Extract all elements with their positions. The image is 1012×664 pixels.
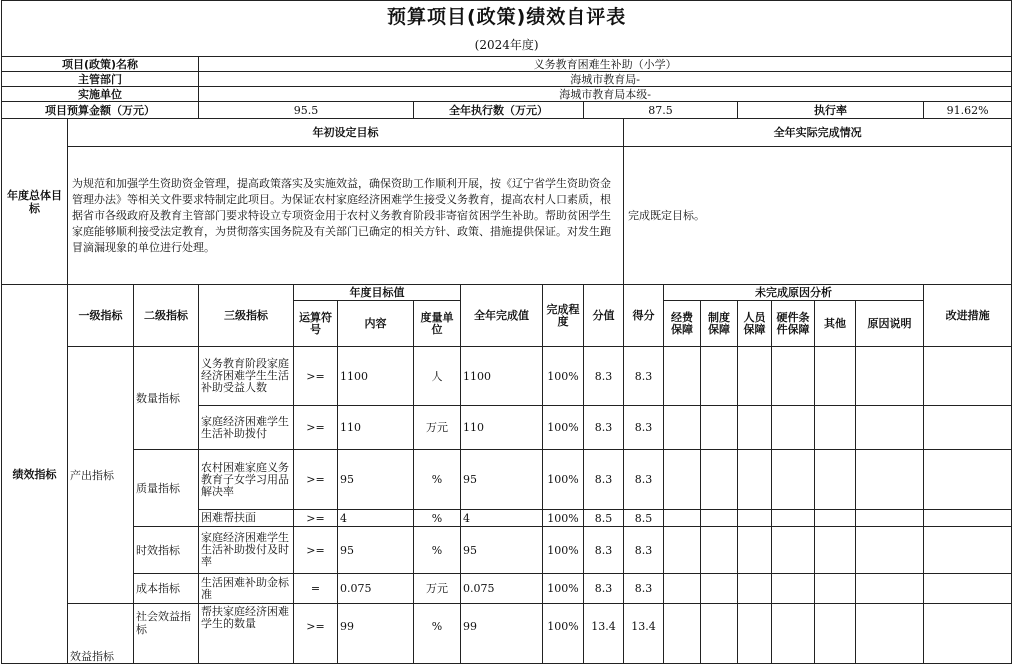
score-cell: 8.3 bbox=[624, 347, 664, 406]
actual-completion-text: 完成既定目标。 bbox=[624, 147, 1012, 285]
score-cell: 8.5 bbox=[624, 510, 664, 527]
implementing-unit-value: 海城市教育局本级- bbox=[199, 87, 1012, 102]
improvement-cell bbox=[924, 527, 1012, 574]
target-content-cell: 110 bbox=[338, 406, 414, 450]
project-name-value: 义务教育困难生补助（小学） bbox=[199, 57, 1012, 72]
level2-quality: 质量指标 bbox=[134, 450, 199, 527]
header-reason-other: 其他 bbox=[815, 301, 856, 347]
completion-cell: 100% bbox=[543, 347, 584, 406]
unit-cell: % bbox=[414, 527, 461, 574]
self-evaluation-table bbox=[1, 0, 1012, 664]
reason-system-cell bbox=[701, 347, 738, 406]
score-value-cell: 8.3 bbox=[584, 406, 624, 450]
level3-indicator: 家庭经济困难学生生活补助拨付及时率 bbox=[199, 527, 294, 574]
budget-label: 项目预算金额（万元） bbox=[2, 102, 199, 119]
reason-funding-cell bbox=[664, 574, 701, 604]
header-operator: 运算符号 bbox=[294, 301, 338, 347]
reason-staff-cell bbox=[738, 604, 772, 664]
reason-note-cell bbox=[856, 604, 924, 664]
level3-indicator: 帮扶家庭经济困难学生的数量 bbox=[199, 604, 294, 664]
reason-note-cell bbox=[856, 574, 924, 604]
target-content-cell: 99 bbox=[338, 604, 414, 664]
reason-note-cell bbox=[856, 347, 924, 406]
operator-cell: >= bbox=[294, 406, 338, 450]
score-cell: 13.4 bbox=[624, 604, 664, 664]
header-score-value: 分值 bbox=[584, 285, 624, 347]
reason-funding-cell bbox=[664, 450, 701, 510]
actual-value-cell: 4 bbox=[461, 510, 543, 527]
header-score: 得分 bbox=[624, 285, 664, 347]
reason-system-cell bbox=[701, 574, 738, 604]
reason-other-cell bbox=[815, 574, 856, 604]
completion-cell: 100% bbox=[543, 406, 584, 450]
header-reason-funding: 经费保障 bbox=[664, 301, 701, 347]
level3-indicator: 义务教育阶段家庭经济困难学生生活补助受益人数 bbox=[199, 347, 294, 406]
initial-goal-header: 年初设定目标 bbox=[68, 119, 624, 147]
score-cell: 8.3 bbox=[624, 527, 664, 574]
initial-goal-text: 为规范和加强学生资助资金管理，提高政策落实及实施效益，确保资助工作顺利开展，按《辽宁省学生资助资金管理办法》等相关文件要求特制定此项目。为保证农村家庭经济困难学生接受义务教育，提高农村人口素质，根据省市各级政府及教育主管部门要求特设立专项资金用于农村义务教育阶段非寄宿贫困学生补助。帮助贫困学生家庭能够顺利接受法定教育，为贯彻落实国务院及有关部门已确定的相关方针、政策、措施提供保证。对发生跑冒滴漏现象的单位进行处理。 bbox=[68, 147, 624, 285]
score-value-cell: 13.4 bbox=[584, 604, 624, 664]
operator-cell: >= bbox=[294, 527, 338, 574]
header-reason-group: 未完成原因分析 bbox=[664, 285, 924, 301]
reason-funding-cell bbox=[664, 527, 701, 574]
department-label: 主管部门 bbox=[2, 72, 199, 87]
unit-cell: % bbox=[414, 604, 461, 664]
reason-other-cell bbox=[815, 450, 856, 510]
operator-cell: >= bbox=[294, 604, 338, 664]
header-completion: 完成程度 bbox=[543, 285, 584, 347]
unit-cell: 万元 bbox=[414, 406, 461, 450]
reason-staff-cell bbox=[738, 406, 772, 450]
header-level3: 三级指标 bbox=[199, 285, 294, 347]
header-improvement: 改进措施 bbox=[924, 285, 1012, 347]
implementing-unit-label: 实施单位 bbox=[2, 87, 199, 102]
reason-hardware-cell bbox=[772, 527, 815, 574]
reason-note-cell bbox=[856, 510, 924, 527]
header-reason-system: 制度保障 bbox=[701, 301, 738, 347]
header-actual: 全年完成值 bbox=[461, 285, 543, 347]
operator-cell: >= bbox=[294, 450, 338, 510]
score-value-cell: 8.3 bbox=[584, 527, 624, 574]
reason-hardware-cell bbox=[772, 510, 815, 527]
annual-goal-label: 年度总体目标 bbox=[2, 119, 68, 285]
reason-other-cell bbox=[815, 406, 856, 450]
reason-system-cell bbox=[701, 510, 738, 527]
completion-cell: 100% bbox=[543, 450, 584, 510]
reason-note-cell bbox=[856, 406, 924, 450]
reason-staff-cell bbox=[738, 527, 772, 574]
performance-indicator-label: 绩效指标 bbox=[2, 285, 68, 664]
header-reason-staff: 人员保障 bbox=[738, 301, 772, 347]
reason-staff-cell bbox=[738, 450, 772, 510]
target-content-cell: 4 bbox=[338, 510, 414, 527]
score-value-cell: 8.3 bbox=[584, 574, 624, 604]
target-content-cell: 95 bbox=[338, 450, 414, 510]
completion-cell: 100% bbox=[543, 604, 584, 664]
target-content-cell: 0.075 bbox=[338, 574, 414, 604]
actual-value-cell: 110 bbox=[461, 406, 543, 450]
level3-indicator: 困难帮扶面 bbox=[199, 510, 294, 527]
improvement-cell bbox=[924, 510, 1012, 527]
reason-funding-cell bbox=[664, 406, 701, 450]
actual-completion-header: 全年实际完成情况 bbox=[624, 119, 1012, 147]
score-cell: 8.3 bbox=[624, 574, 664, 604]
actual-value-cell: 95 bbox=[461, 450, 543, 510]
reason-funding-cell bbox=[664, 604, 701, 664]
improvement-cell bbox=[924, 450, 1012, 510]
execution-label: 全年执行数（万元） bbox=[414, 102, 584, 119]
header-reason-note: 原因说明 bbox=[856, 301, 924, 347]
execution-rate-value: 91.62% bbox=[924, 102, 1012, 119]
execution-value: 87.5 bbox=[584, 102, 738, 119]
department-value: 海城市教育局- bbox=[199, 72, 1012, 87]
reason-staff-cell bbox=[738, 347, 772, 406]
operator-cell: >= bbox=[294, 510, 338, 527]
level1-benefit: 效益指标 bbox=[68, 604, 134, 664]
reason-hardware-cell bbox=[772, 574, 815, 604]
completion-cell: 100% bbox=[543, 527, 584, 574]
budget-value: 95.5 bbox=[199, 102, 414, 119]
project-name-label: 项目(政策)名称 bbox=[2, 57, 199, 72]
actual-value-cell: 99 bbox=[461, 604, 543, 664]
level3-indicator: 生活困难补助金标准 bbox=[199, 574, 294, 604]
level3-indicator: 家庭经济困难学生生活补助拨付 bbox=[199, 406, 294, 450]
level1-output: 产出指标 bbox=[68, 347, 134, 604]
execution-rate-label: 执行率 bbox=[738, 102, 924, 119]
completion-cell: 100% bbox=[543, 574, 584, 604]
actual-value-cell: 1100 bbox=[461, 347, 543, 406]
score-cell: 8.3 bbox=[624, 450, 664, 510]
reason-hardware-cell bbox=[772, 406, 815, 450]
operator-cell: = bbox=[294, 574, 338, 604]
header-reason-hardware: 硬件条件保障 bbox=[772, 301, 815, 347]
reason-other-cell bbox=[815, 510, 856, 527]
unit-cell: 万元 bbox=[414, 574, 461, 604]
reason-system-cell bbox=[701, 527, 738, 574]
reason-hardware-cell bbox=[772, 347, 815, 406]
reason-hardware-cell bbox=[772, 604, 815, 664]
score-value-cell: 8.3 bbox=[584, 450, 624, 510]
score-value-cell: 8.5 bbox=[584, 510, 624, 527]
report-year: (2024年度) bbox=[2, 35, 1012, 57]
reason-system-cell bbox=[701, 450, 738, 510]
header-level2: 二级指标 bbox=[134, 285, 199, 347]
actual-value-cell: 95 bbox=[461, 527, 543, 574]
level2-cost: 成本指标 bbox=[134, 574, 199, 604]
level2-quantity: 数量指标 bbox=[134, 347, 199, 450]
reason-system-cell bbox=[701, 604, 738, 664]
header-level1: 一级指标 bbox=[68, 285, 134, 347]
reason-system-cell bbox=[701, 406, 738, 450]
target-content-cell: 95 bbox=[338, 527, 414, 574]
header-annual-target: 年度目标值 bbox=[294, 285, 461, 301]
reason-hardware-cell bbox=[772, 450, 815, 510]
actual-value-cell: 0.075 bbox=[461, 574, 543, 604]
reason-funding-cell bbox=[664, 347, 701, 406]
level2-time: 时效指标 bbox=[134, 527, 199, 574]
unit-cell: % bbox=[414, 510, 461, 527]
header-content: 内容 bbox=[338, 301, 414, 347]
level2-social: 社会效益指标 bbox=[134, 604, 199, 664]
reason-note-cell bbox=[856, 527, 924, 574]
unit-cell: 人 bbox=[414, 347, 461, 406]
operator-cell: >= bbox=[294, 347, 338, 406]
improvement-cell bbox=[924, 406, 1012, 450]
reason-funding-cell bbox=[664, 510, 701, 527]
page-title: 预算项目(政策)绩效自评表 bbox=[2, 1, 1012, 35]
reason-other-cell bbox=[815, 347, 856, 406]
improvement-cell bbox=[924, 574, 1012, 604]
reason-note-cell bbox=[856, 450, 924, 510]
completion-cell: 100% bbox=[543, 510, 584, 527]
unit-cell: % bbox=[414, 450, 461, 510]
score-cell: 8.3 bbox=[624, 406, 664, 450]
reason-staff-cell bbox=[738, 574, 772, 604]
level3-indicator: 农村困难家庭义务教育子女学习用品解决率 bbox=[199, 450, 294, 510]
reason-other-cell bbox=[815, 604, 856, 664]
header-unit: 度量单位 bbox=[414, 301, 461, 347]
improvement-cell bbox=[924, 347, 1012, 406]
score-value-cell: 8.3 bbox=[584, 347, 624, 406]
reason-staff-cell bbox=[738, 510, 772, 527]
target-content-cell: 1100 bbox=[338, 347, 414, 406]
improvement-cell bbox=[924, 604, 1012, 664]
reason-other-cell bbox=[815, 527, 856, 574]
